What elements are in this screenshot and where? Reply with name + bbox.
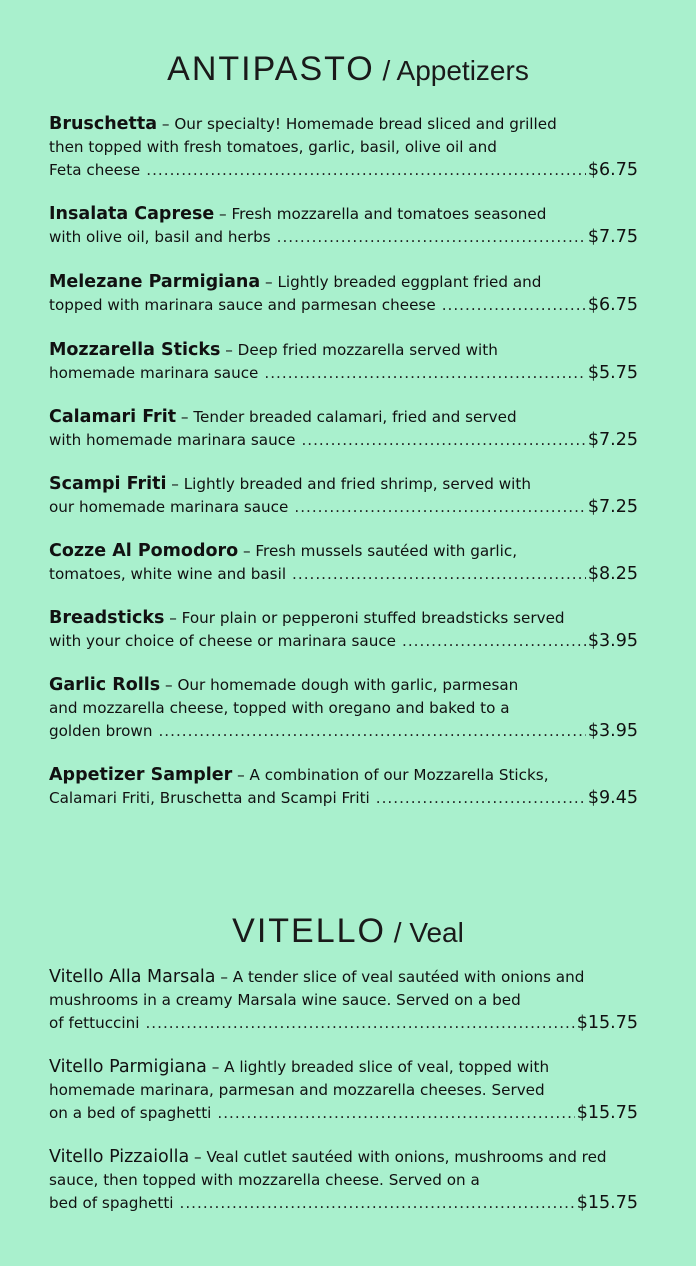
- dot-leader: [376, 787, 586, 810]
- item-first-line: [49, 607, 638, 630]
- dash: –: [166, 475, 184, 493]
- item-description-end: Feta cheese: [49, 161, 141, 179]
- item-description-end: on a bed of spaghetti: [49, 1104, 212, 1122]
- item-name: Insalata Caprese: [49, 204, 215, 224]
- item-first-line: [49, 1056, 638, 1079]
- menu-item-melezane-parmigiana: [49, 271, 638, 317]
- item-name: Calamari Frit: [49, 407, 177, 427]
- menu-item-garlic-rolls: [49, 674, 638, 743]
- item-price: $7.25: [587, 430, 638, 450]
- item-name: Vitello Pizzaiolla: [49, 1147, 190, 1167]
- item-first-line: [49, 203, 638, 226]
- item-description-end: our homemade marinara sauce: [49, 498, 289, 516]
- dash: –: [164, 609, 182, 627]
- item-description-end: with homemade marinara sauce: [49, 431, 296, 449]
- item-price: $5.75: [587, 363, 638, 383]
- appetizers-subtitle: Appetizers: [396, 55, 529, 86]
- item-price: $8.25: [587, 564, 638, 584]
- menu-item-vitello-parmigiana: [49, 1056, 638, 1125]
- dash: –: [176, 408, 194, 426]
- menu-item-insalata-caprese: [49, 203, 638, 249]
- item-description: A tender slice of veal sautéed with onions and: [232, 968, 585, 986]
- item-first-line: [49, 540, 638, 563]
- item-price-line: [49, 429, 638, 452]
- dot-leader: [217, 1102, 574, 1125]
- dot-leader: [145, 1012, 574, 1035]
- item-price-line: [49, 630, 638, 653]
- item-name: Cozze Al Pomodoro: [49, 541, 239, 561]
- item-description: Four plain or pepperoni stuffed breadsticks served: [181, 609, 565, 627]
- item-description-end: golden brown: [49, 722, 153, 740]
- menu-item-appetizer-sampler: [49, 764, 638, 810]
- item-price: $7.25: [587, 497, 638, 517]
- item-description: A lightly breaded slice of veal, topped with: [224, 1058, 550, 1076]
- veal-subtitle: Veal: [409, 917, 464, 948]
- dash: –: [160, 676, 178, 694]
- item-description: Fresh mussels sautéed with garlic,: [255, 542, 518, 560]
- dot-leader: [158, 720, 585, 743]
- item-description-line: mushrooms in a creamy Marsala wine sauce. Served on a bed: [49, 991, 521, 1009]
- menu-item-scampi-friti: [49, 473, 638, 519]
- dash: –: [232, 766, 250, 784]
- dash: –: [215, 968, 233, 986]
- menu-item-breadsticks: [49, 607, 638, 653]
- item-description-line: and mozzarella cheese, topped with oregano and baked to a: [49, 699, 510, 717]
- vitello-title: VITELLO: [232, 912, 386, 950]
- item-price-line: [49, 787, 638, 810]
- item-price-line: [49, 226, 638, 249]
- item-first-line: [49, 674, 638, 697]
- item-description-end: of fettuccini: [49, 1014, 140, 1032]
- dash: –: [206, 1058, 225, 1076]
- item-price: $9.45: [587, 788, 638, 808]
- item-price: $3.95: [587, 631, 638, 651]
- dash: –: [238, 542, 256, 560]
- item-price-line: [49, 496, 638, 519]
- item-first-line: [49, 113, 638, 136]
- item-price: $15.75: [576, 1103, 638, 1123]
- item-price-line: [49, 294, 638, 317]
- dot-leader: [264, 362, 586, 385]
- menu-item-cozze-al-pomodoro: [49, 540, 638, 586]
- dot-leader: [146, 159, 586, 182]
- item-name: Bruschetta: [49, 114, 158, 134]
- item-price: $6.75: [587, 160, 638, 180]
- item-name: Breadsticks: [49, 608, 165, 628]
- dot-leader: [292, 563, 586, 586]
- dot-leader: [442, 294, 586, 317]
- menu-item-calamari-frit: [49, 406, 638, 452]
- item-first-line: [49, 271, 638, 294]
- item-description-line: then topped with fresh tomatoes, garlic, basil, olive oil and: [49, 138, 497, 156]
- item-name: Garlic Rolls: [49, 675, 161, 695]
- menu-item-vitello-alla-marsala: [49, 966, 638, 1035]
- item-name: Vitello Alla Marsala: [49, 967, 216, 987]
- item-price-line: [49, 720, 638, 743]
- antipasto-title: ANTIPASTO: [167, 50, 375, 88]
- item-name: Melezane Parmigiana: [49, 272, 261, 292]
- item-name: Scampi Friti: [49, 474, 167, 494]
- item-description: Lightly breaded and fried shrimp, served with: [183, 475, 531, 493]
- dot-leader: [277, 226, 586, 249]
- dash: –: [214, 205, 232, 223]
- item-description: Our homemade dough with garlic, parmesan: [177, 676, 519, 694]
- item-price: $7.75: [587, 227, 638, 247]
- dot-leader: [301, 429, 585, 452]
- item-description-end: bed of spaghetti: [49, 1194, 174, 1212]
- item-description: Veal cutlet sautéed with onions, mushrooms and red: [206, 1148, 607, 1166]
- item-price: $15.75: [576, 1013, 638, 1033]
- item-description: Lightly breaded eggplant fried and: [277, 273, 542, 291]
- item-first-line: [49, 473, 638, 496]
- dash: –: [189, 1148, 207, 1166]
- item-first-line: [49, 966, 638, 989]
- item-description-end: Calamari Friti, Bruschetta and Scampi Friti: [49, 789, 370, 807]
- menu-item-mozzarella-sticks: [49, 339, 638, 385]
- dash: –: [220, 341, 238, 359]
- item-price-line: [49, 362, 638, 385]
- item-description: Fresh mozzarella and tomatoes seasoned: [231, 205, 547, 223]
- item-first-line: [49, 339, 638, 362]
- item-description-line: homemade marinara, parmesan and mozzarella cheeses. Served: [49, 1081, 545, 1099]
- item-first-line: [49, 406, 638, 429]
- dot-leader: [180, 1192, 575, 1215]
- item-description-end: topped with marinara sauce and parmesan cheese: [49, 296, 436, 314]
- item-name: Vitello Parmigiana: [49, 1057, 207, 1077]
- item-description-end: with your choice of cheese or marinara sauce: [49, 632, 397, 650]
- menu-item-vitello-pizzaiolla: [49, 1146, 638, 1215]
- antipasto-heading: ANTIPASTO / Appetizers: [167, 50, 529, 88]
- vitello-heading: VITELLO / Veal: [232, 912, 464, 950]
- item-description-line: sauce, then topped with mozzarella cheese. Served on a: [49, 1171, 480, 1189]
- item-description: Deep fried mozzarella served with: [237, 341, 498, 359]
- menu-item-bruschetta: [49, 113, 638, 182]
- item-name: Mozzarella Sticks: [49, 340, 221, 360]
- item-price-line: [49, 159, 638, 182]
- item-price-line: [49, 563, 638, 586]
- item-price: $15.75: [576, 1193, 638, 1213]
- item-price: $6.75: [587, 295, 638, 315]
- item-price: $3.95: [587, 721, 638, 741]
- item-description-end: homemade marinara sauce: [49, 364, 259, 382]
- dash: –: [157, 115, 175, 133]
- item-description: Our specialty! Homemade bread sliced and grilled: [174, 115, 557, 133]
- item-price-line: [49, 1102, 638, 1125]
- item-description: Tender breaded calamari, fried and served: [193, 408, 517, 426]
- item-price-line: [49, 1012, 638, 1035]
- item-price-line: [49, 1192, 638, 1215]
- dot-leader: [294, 496, 586, 519]
- item-description-end: with olive oil, basil and herbs: [49, 228, 271, 246]
- dash: –: [260, 273, 278, 291]
- item-name: Appetizer Sampler: [49, 765, 233, 785]
- item-description-end: tomatoes, white wine and basil: [49, 565, 287, 583]
- item-description: A combination of our Mozzarella Sticks,: [249, 766, 549, 784]
- item-first-line: [49, 764, 638, 787]
- item-first-line: [49, 1146, 638, 1169]
- dot-leader: [402, 630, 586, 653]
